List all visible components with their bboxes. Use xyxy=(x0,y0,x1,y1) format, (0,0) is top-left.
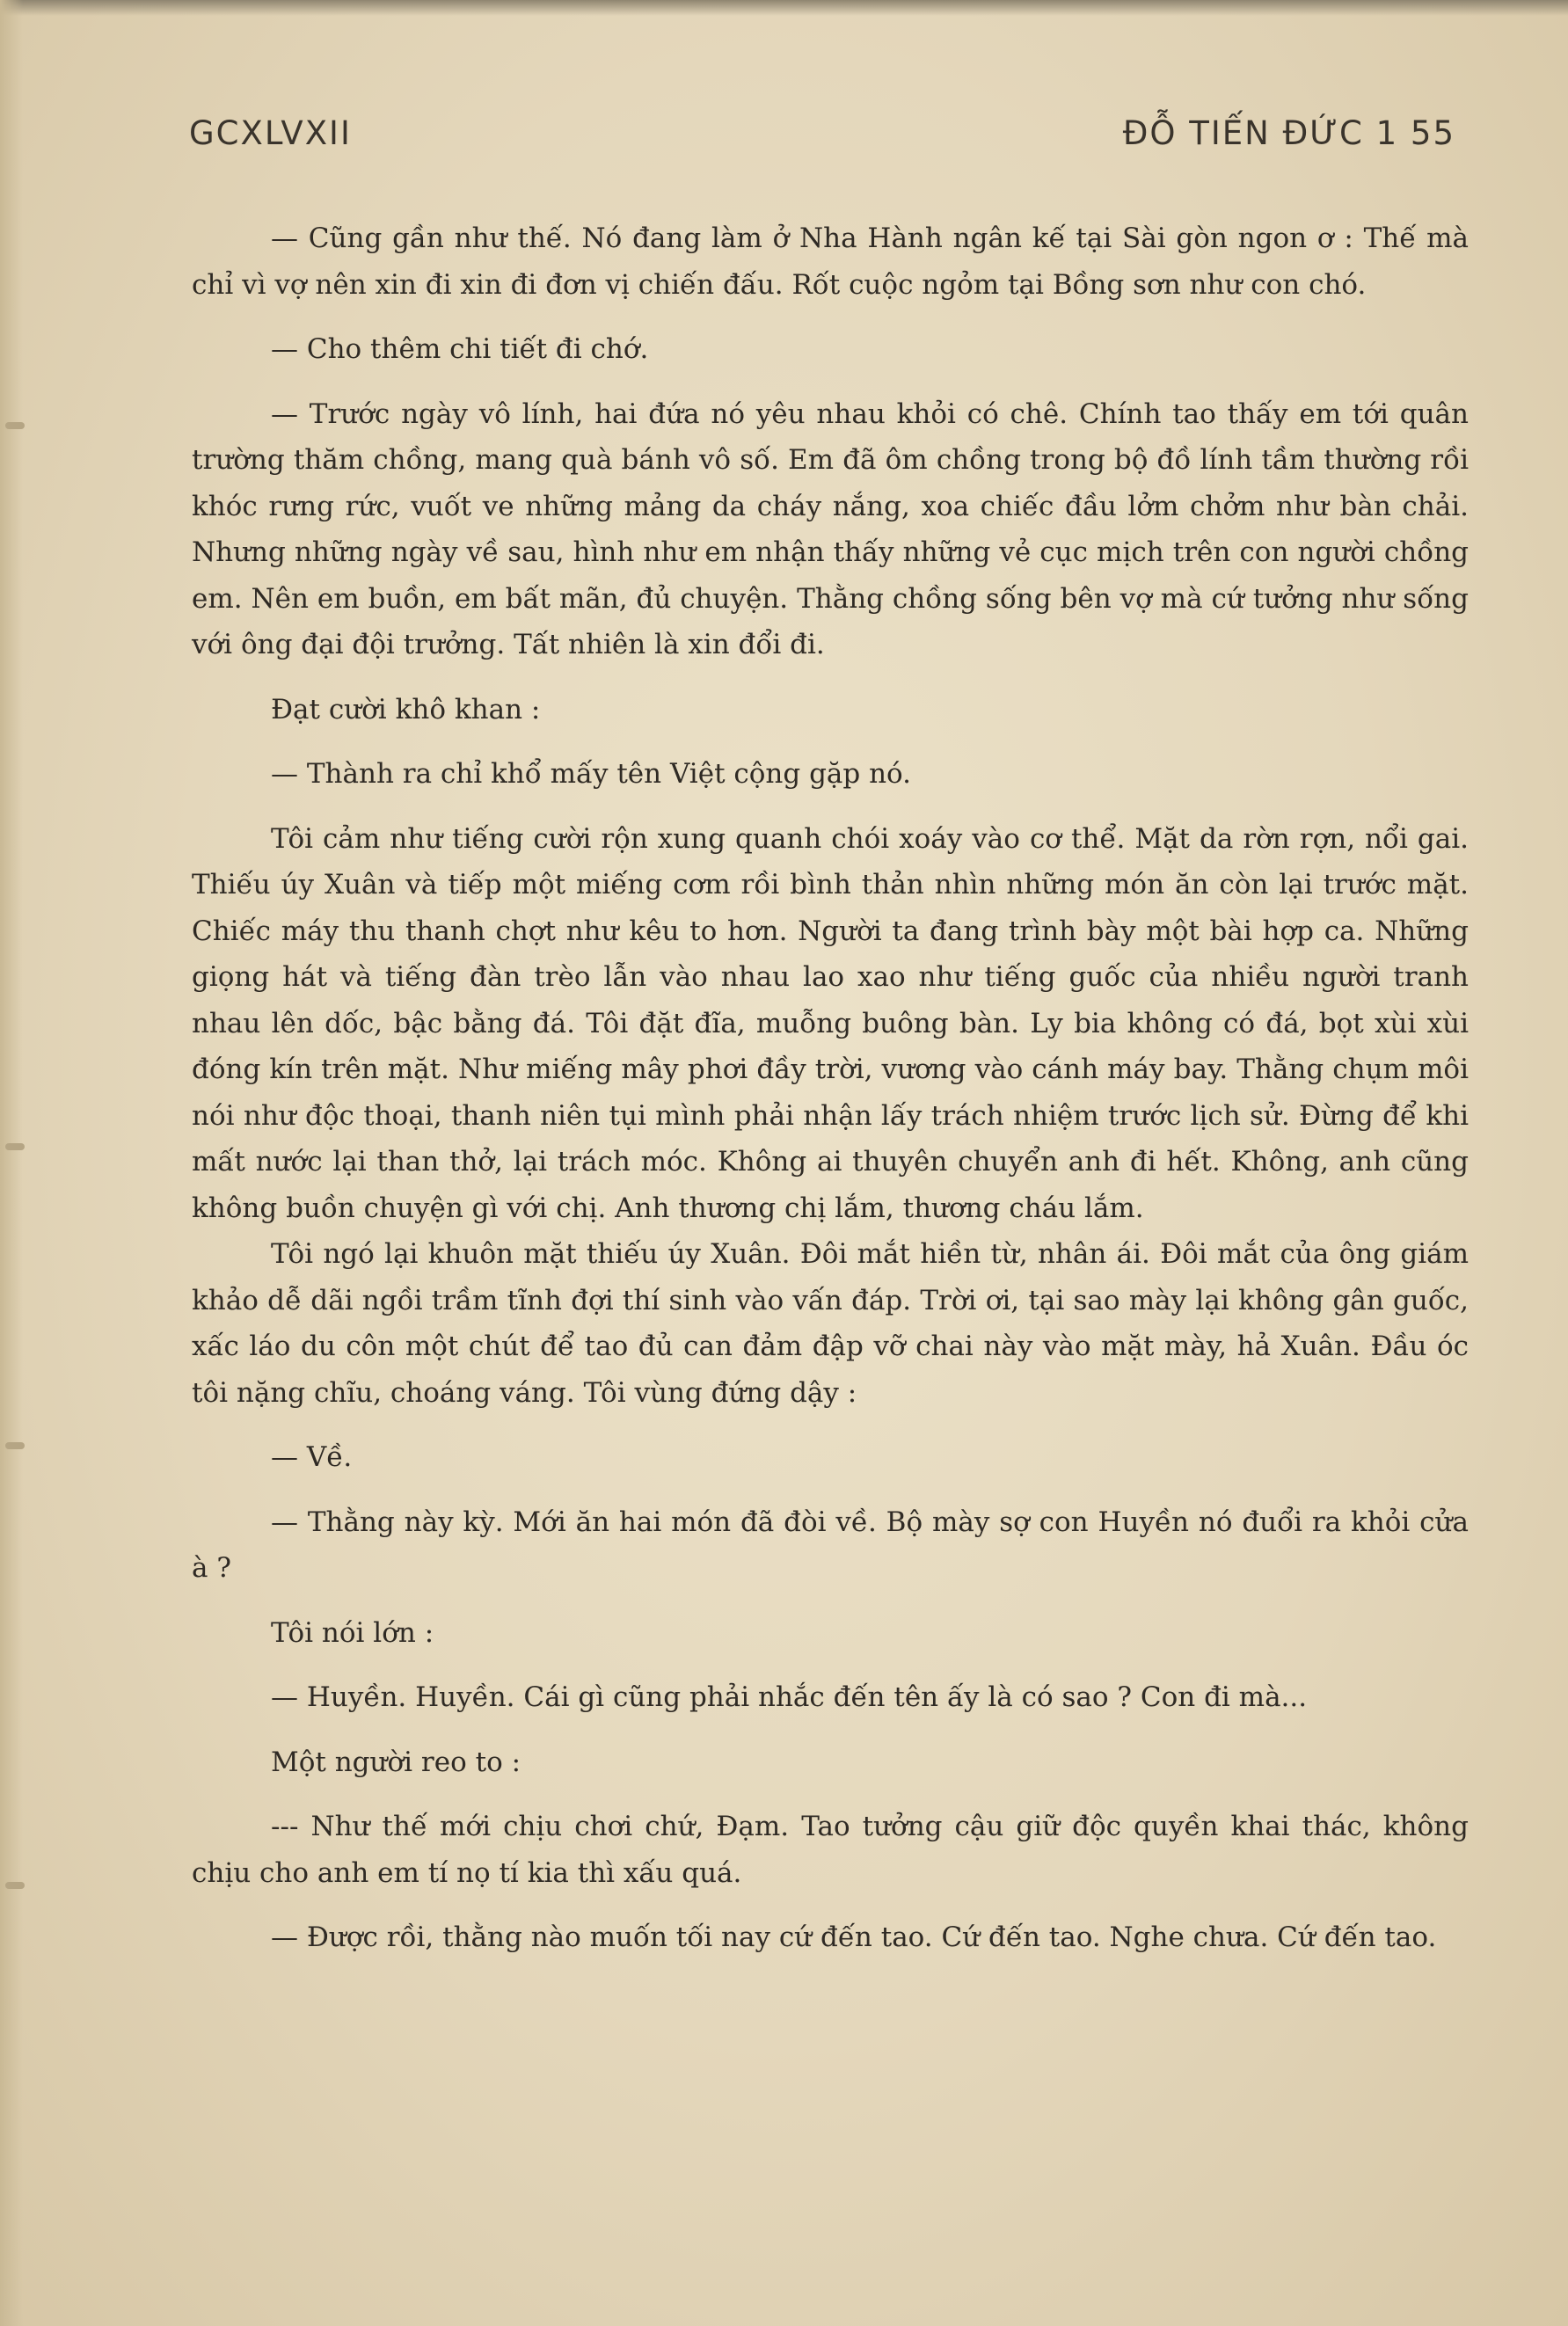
paragraph: Tôi ngó lại khuôn mặt thiếu úy Xuân. Đôi mắt hiền từ, nhân ái. Đôi mắt của ông giám khảo dễ dãi ngồi trầm tĩnh đợi thí sinh vào vấn đáp. Trời ơi, tại sao mày lại không gân guốc, xấc láo du côn một chút để tao đủ can đảm đập vỡ chai này vào mặt mày, hả Xuân. Đầu óc tôi nặng chĩu, choáng váng. Tôi vùng đứng dậy : xyxy=(192,1238,1469,1409)
binding-hole-mark xyxy=(5,1143,25,1150)
binding-hole-mark xyxy=(5,1442,25,1449)
body-text xyxy=(192,215,1469,1980)
paragraph: — Cho thêm chi tiết đi chớ. xyxy=(271,333,649,365)
header-chapter-code: GCXLVXII xyxy=(189,114,352,152)
paragraph: — Được rồi, thằng nào muốn tối nay cứ đến tao. Cứ đến tao. Nghe chưa. Cứ đến tao. xyxy=(271,1921,1437,1953)
page-left-shadow xyxy=(0,0,23,2326)
binding-hole-mark xyxy=(5,422,25,429)
paragraph: — Về. xyxy=(271,1441,353,1473)
paragraph: — Cũng gần như thế. Nó đang làm ở Nha Hành ngân kế tại Sài gòn ngon ơ : Thế mà chỉ vì vợ nên xin đi xin đi đơn vị chiến đấu. Rốt cuộc ngỏm tại Bồng sơn như con chó. xyxy=(192,222,1469,301)
paragraph: — Huyền. Huyền. Cái gì cũng phải nhắc đến tên ấy là có sao ? Con đi mà... xyxy=(271,1681,1308,1713)
paragraph: Tôi cảm như tiếng cười rộn xung quanh chói xoáy vào cơ thể. Mặt da rờn rợn, nổi gai. Thiếu úy Xuân và tiếp một miếng cơm rồi bình thản nhìn những món ăn còn lại trước mặt. Chiếc máy thu thanh chợt như kêu to hơn. Người ta đang trình bày một bài hợp ca. Những giọng hát và tiếng đàn trèo lẫn vào nhau lao xao như tiếng guốc của nhiều người tranh nhau lên dốc, bậc bằng đá. Tôi đặt đĩa, muỗng buông bàn. Ly bia không có đá, bọt xùi xùi đóng kín trên mặt. Như miếng mây phơi đầy trời, vương vào cánh máy bay. Thằng chụm môi nói như độc thoại, thanh niên tụi mình phải nhận lấy trách nhiệm trước lịch sử. Đừng để khi mất nước lại than thở, lại trách móc. Không ai thuyên chuyển anh đi hết. Không, anh cũng không buồn chuyện gì với chị. Anh thương chị lắm, thương cháu lắm. xyxy=(192,822,1469,1224)
paragraph: Tôi nói lớn : xyxy=(271,1616,434,1649)
paragraph: Đạt cười khô khan : xyxy=(271,693,541,726)
header-author-page: ĐỖ TIẾN ĐỨC 1 55 xyxy=(1122,114,1455,152)
paragraph: — Thằng này kỳ. Mới ăn hai món đã đòi về. Bộ mày sợ con Huyền nó đuổi ra khỏi cửa à ? xyxy=(192,1506,1469,1584)
paragraph: — Thành ra chỉ khổ mấy tên Việt cộng gặp nó. xyxy=(271,758,912,790)
binding-hole-mark xyxy=(5,1882,25,1889)
paragraph: — Trước ngày vô lính, hai đứa nó yêu nhau khỏi có chê. Chính tao thấy em tới quân trường thăm chồng, mang quà bánh vô số. Em đã ôm chồng trong bộ đồ lính tầm thường rồi khóc rưng rức, vuốt ve những mảng da cháy nắng, xoa chiếc đầu lởm chởm như bàn chải. Nhưng những ngày về sau, hình như em nhận thấy những vẻ cục mịch trên con người chồng em. Nên em buồn, em bất mãn, đủ chuyện. Thằng chồng sống bên vợ mà cứ tưởng như sống với ông đại đội trưởng. Tất nhiên là xin đổi đi. xyxy=(192,397,1469,660)
page-top-shadow xyxy=(0,0,1568,16)
paragraph: Một người reo to : xyxy=(271,1746,521,1778)
running-header xyxy=(189,114,1455,167)
paragraph: --- Như thế mới chịu chơi chứ, Đạm. Tao tưởng cậu giữ độc quyền khai thác, không chịu cho anh em tí nọ tí kia thì xấu quá. xyxy=(192,1811,1469,1889)
